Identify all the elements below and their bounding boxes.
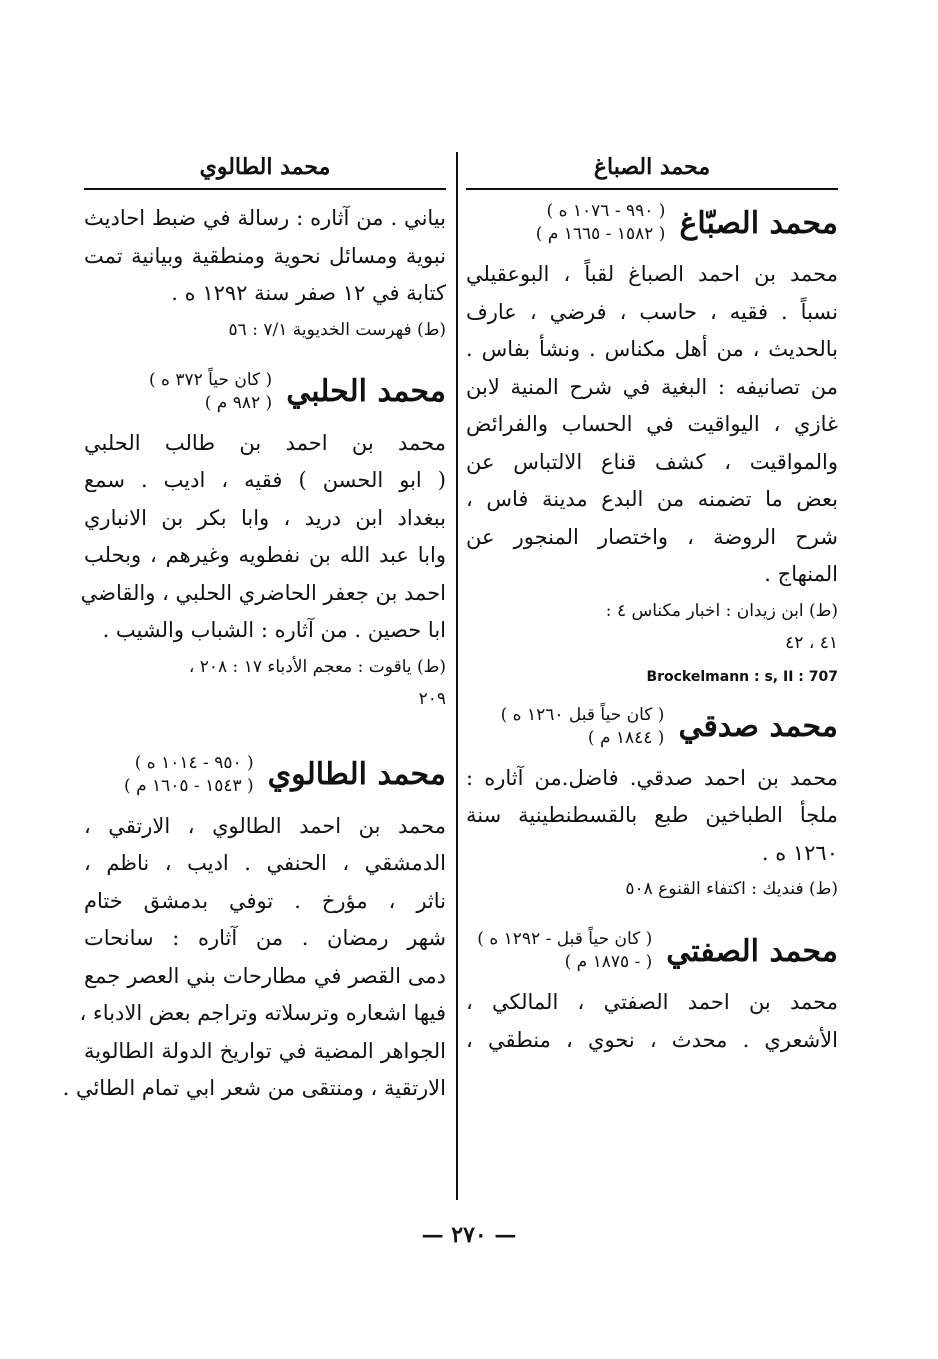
body-line: دمى القصر في مطارحات بني العصر جمع: [84, 963, 446, 988]
right-column-header: محمد الصباغ: [466, 150, 838, 190]
body-line: شهر رمضان . من آثاره : سانحات: [84, 926, 446, 950]
entry-heading-safti: [466, 928, 838, 974]
dates-gregorian: ( ١٥٨٢ - ١٦٦٥ م ): [535, 224, 666, 244]
body-line: الجواهر المضية في تواريخ الدولة الطالوية: [84, 1038, 446, 1063]
entry-name: محمد الطالوي: [267, 757, 446, 792]
source-citation: (ط) فهرست الخديوية ٧/١ : ٥٦: [228, 319, 446, 340]
left-column-header: محمد الطالوي: [84, 150, 446, 190]
entry-heading-halabi: [84, 369, 446, 415]
body-line: كتابة في ١٢ صفر سنة ١٢٩٢ ه .: [171, 281, 446, 305]
body-line: نسباً . فقيه ، حاسب ، فرضي ، عارف: [466, 299, 838, 324]
continuation-body: [84, 200, 446, 313]
body-line: فيها اشعاره وترسلاته وتراجم بعض الادباء ،: [79, 1001, 446, 1025]
latin-citation: Brockelmann : s, II : 707: [646, 668, 838, 685]
entry-dates: [124, 752, 254, 798]
dates-gregorian: ( ٩٨٢ م ): [204, 392, 273, 413]
source-citation: ٤١ ، ٤٢: [785, 632, 838, 653]
body-line: من تصانيفه : البغية في شرح المنية لابن: [466, 374, 838, 399]
source-citation: (ط) ياقوت : معجم الأدباء ١٧ : ٢٠٨ ،: [188, 656, 446, 677]
entry-body-sabbagh: [466, 256, 838, 594]
left-column: [62, 150, 446, 1108]
entry-heading-sabbagh: [466, 200, 838, 246]
source-citation: ٢٠٩: [418, 688, 446, 709]
dates-hijri: ( كان حياً قبل - ١٢٩٢ ه ): [477, 929, 653, 949]
body-line: المنهاج .: [764, 562, 838, 586]
body-line: ( ابو الحسن ) فقيه ، اديب . سمع: [84, 468, 446, 492]
entry-name: محمد الصفتي: [666, 933, 838, 969]
entry-dates: [536, 200, 666, 246]
body-line: وابا عبد الله بن نفطويه وغيرهم ، وبحلب: [84, 543, 446, 567]
dates-hijri: ( كان حياً ٣٧٢ ه ): [149, 369, 273, 390]
source-citation: (ط) فنديك : اكتفاء القنوع ٥٠٨: [625, 879, 838, 899]
body-line: الأشعري . محدث ، نحوي ، منطقي ،: [466, 1027, 838, 1052]
page-number: — ٢٧٠ —: [421, 1222, 517, 1248]
entry-name: محمد الحلبي: [286, 374, 446, 409]
body-line: ناثر ، مؤرخ . توفي بدمشق ختام: [84, 888, 446, 913]
entry-name: محمد الصبّاغ: [679, 205, 838, 241]
body-line: محمد بن احمد الطالوي ، الارتقي ،: [84, 813, 446, 838]
body-line: والمواقيت ، كشف قناع الالتباس عن: [466, 449, 838, 474]
body-line: محمد بن احمد صدقي. فاضل.من آثاره :: [466, 765, 838, 790]
entry-body-talawi: [62, 808, 446, 1108]
entry-body-sidqi: [466, 760, 838, 873]
dates-gregorian: ( - ١٨٧٥ م ): [564, 952, 653, 972]
body-line: بياني . من آثاره : رسالة في ضبط احاديث: [84, 206, 446, 230]
entry-body-halabi: [80, 425, 446, 650]
body-line: ملجأ الطباخين طبع بالقسطنطينية سنة: [466, 803, 838, 827]
body-line: محمد بن احمد بن طالب الحلبي: [84, 430, 446, 455]
entry-name: محمد صدقي: [678, 709, 838, 744]
body-line: الارتقية ، ومنتقى من شعر ابي تمام الطائي .: [62, 1076, 446, 1100]
source-citation: (ط) ابن زيدان : اخبار مكناس ٤ :: [605, 600, 838, 621]
body-line: نبوية ومسائل نحوية ومنطقية وبيانية تمت: [84, 243, 446, 268]
entry-body-safti: [466, 984, 838, 1059]
dates-gregorian: ( ١٨٤٤ م ): [587, 727, 665, 748]
dates-gregorian: ( ١٥٤٣ - ١٦٠٥ م ): [124, 775, 254, 796]
body-line: محمد بن احمد الصباغ لقباً ، البوعقيلي: [466, 262, 838, 286]
body-line: ١٢٦٠ ه .: [761, 840, 838, 865]
body-line: احمد بن جعفر الحاضري الحلبي ، والقاضي: [80, 580, 446, 605]
body-line: بالحديث ، من أهل مكناس . ونشأ بفاس .: [466, 337, 838, 361]
entry-heading-talawi: [84, 752, 446, 798]
entry-dates: [501, 704, 665, 750]
entry-heading-sidqi: [466, 704, 838, 750]
dates-hijri: ( ٩٥٠ - ١٠١٤ ه ): [134, 752, 254, 773]
body-line: ابا حصين . من آثاره : الشباب والشيب .: [102, 618, 446, 642]
column-divider: [456, 152, 458, 1200]
body-line: محمد بن احمد الصفتي ، المالكي ،: [466, 990, 838, 1014]
body-line: بعض ما تضمنه من البدع مدينة فاس ،: [466, 487, 838, 511]
entry-dates: [477, 928, 652, 974]
body-line: شرح الروضة ، واختصار المنجور عن: [466, 524, 838, 549]
right-column: [466, 150, 838, 1059]
entry-dates: [149, 369, 272, 415]
dates-hijri: ( كان حياً قبل ١٢٦٠ ه ): [500, 704, 665, 725]
dates-hijri: ( ٩٩٠ - ١٠٧٦ ه ): [546, 201, 666, 221]
body-line: غازي ، اليواقيت في الحساب والفرائض: [466, 412, 838, 436]
body-line: الدمشقي ، الحنفي . اديب ، ناظم ،: [84, 851, 446, 875]
body-line: ببغداد ابن دريد ، وابا بكر بن الانباري: [84, 505, 446, 530]
